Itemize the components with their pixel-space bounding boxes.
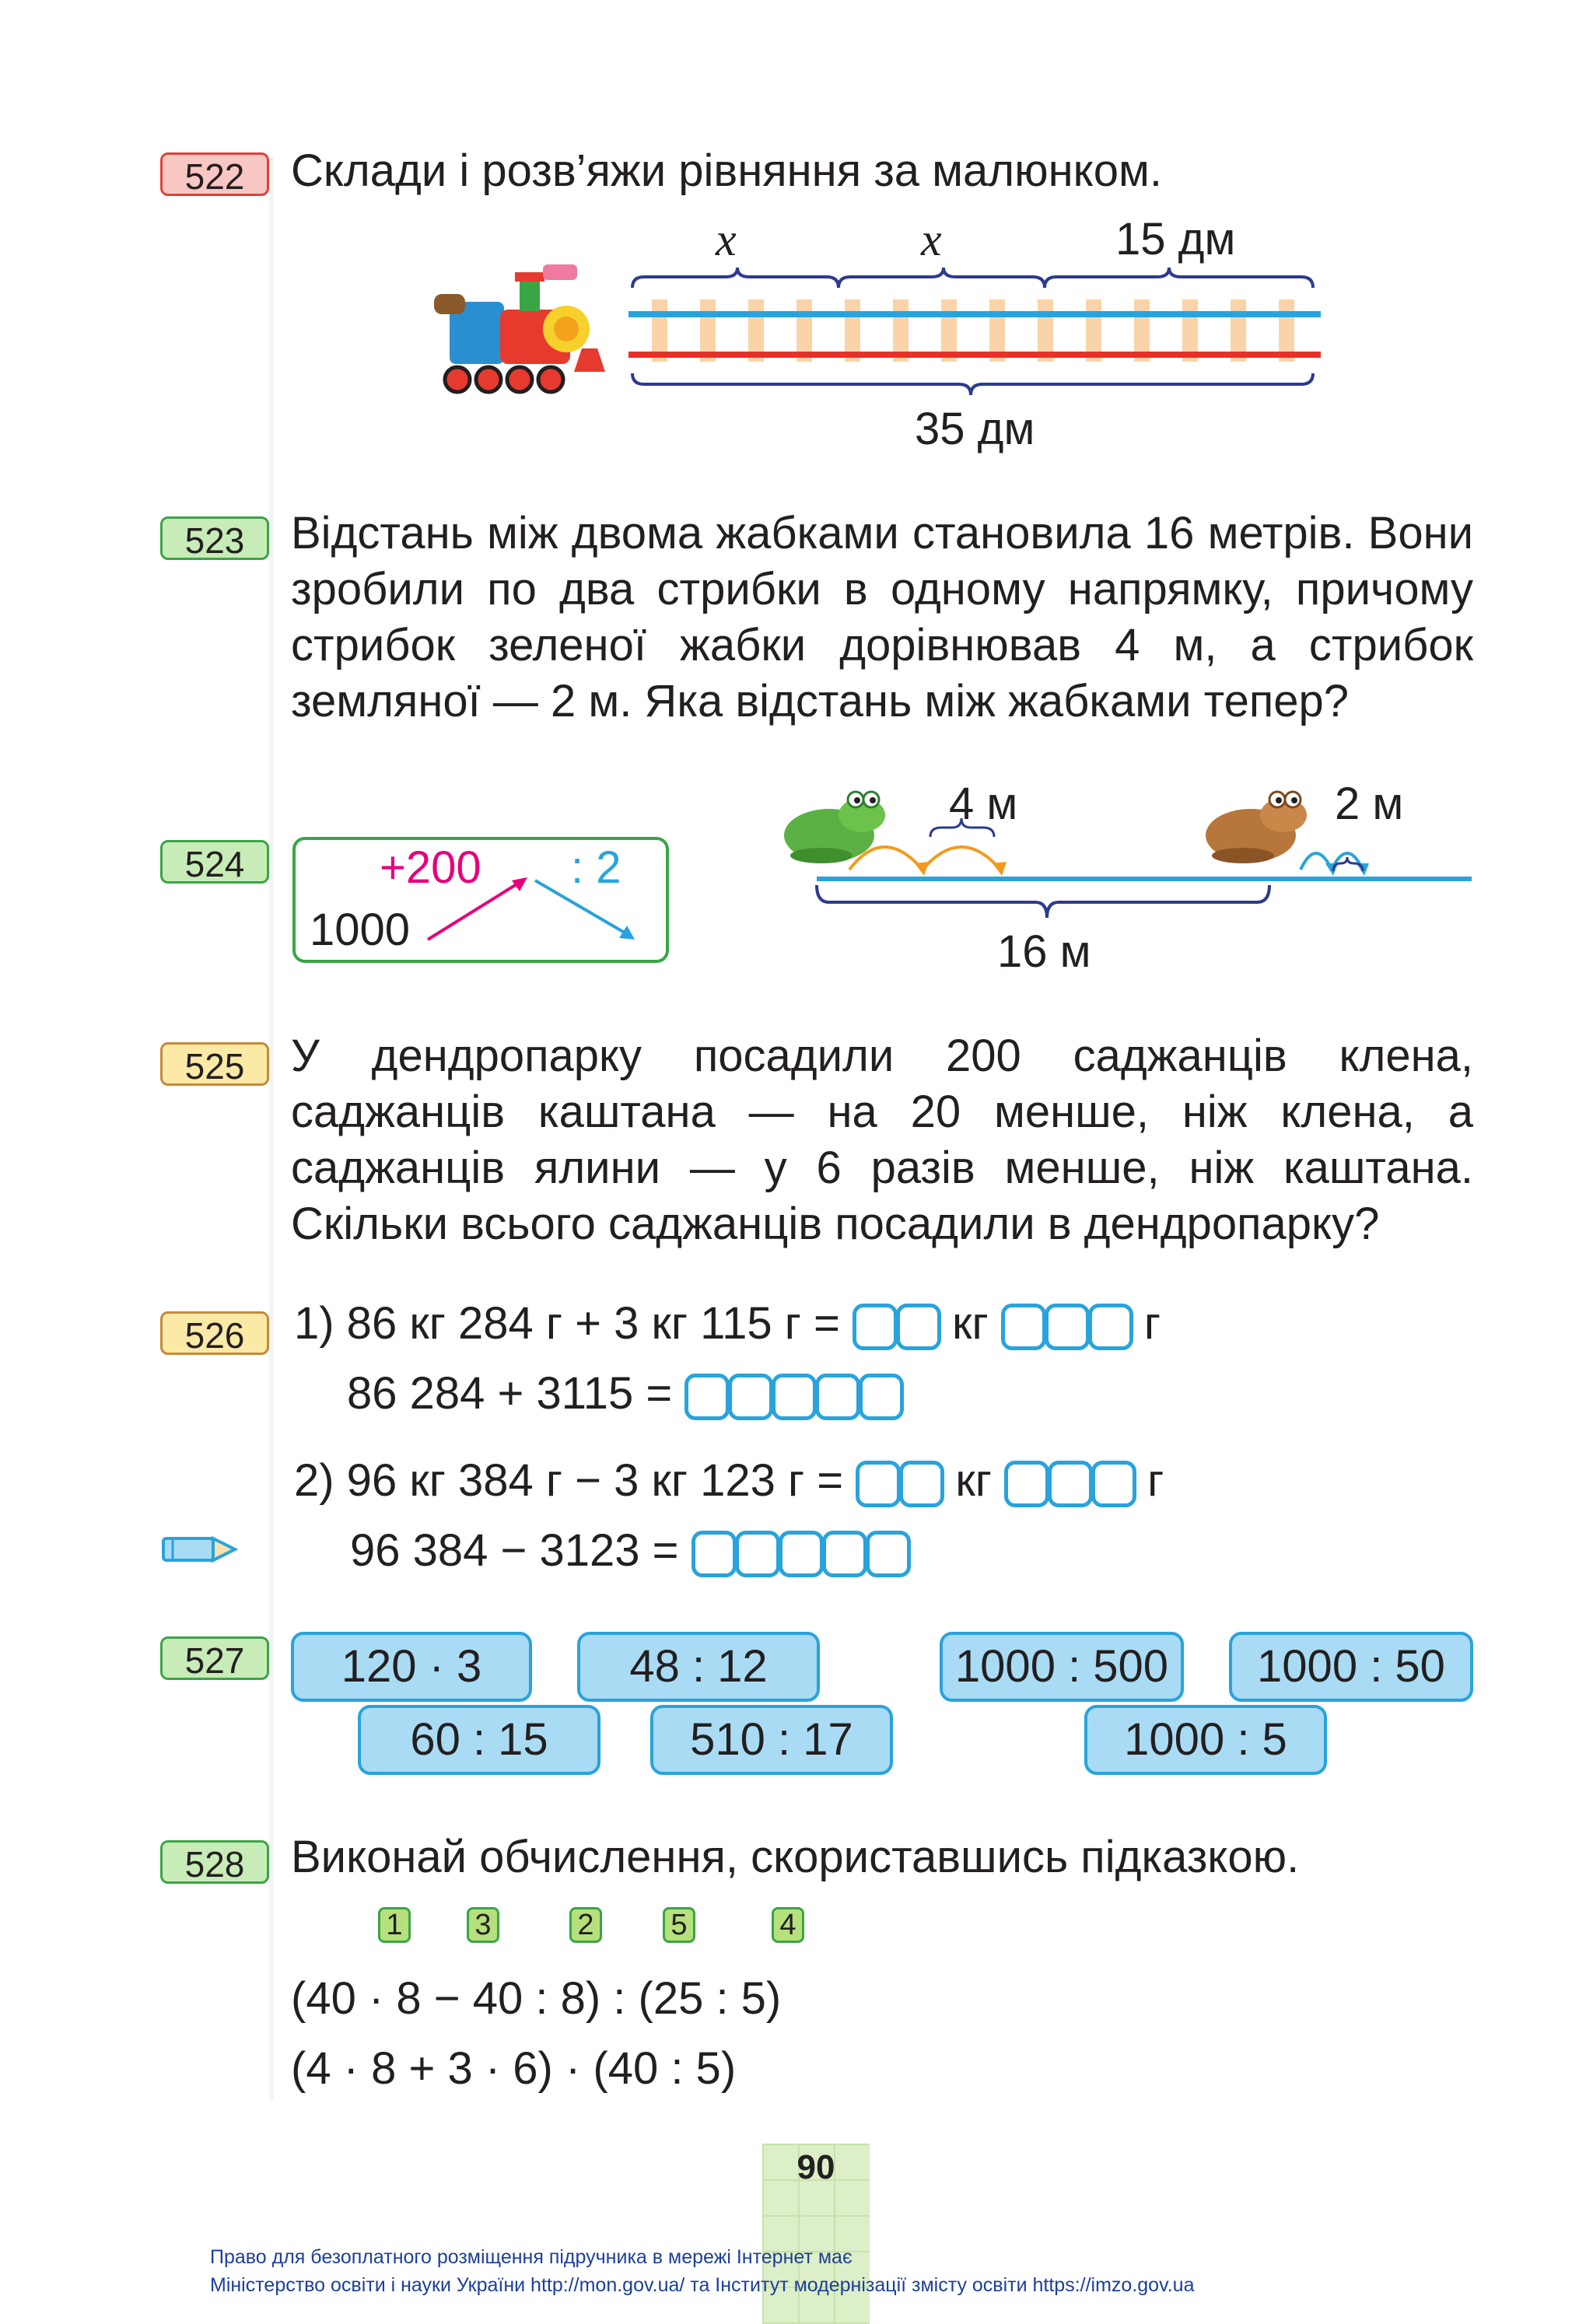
hint-order-badge: 3 bbox=[467, 1907, 499, 1943]
task-522-text: Склади і розв’яжи рівняння за малюнком. bbox=[291, 145, 1162, 196]
task-528-expression-1: (40 · 8 − 40 : 8) : (25 : 5) bbox=[291, 1973, 782, 2024]
chain-start: 1000 bbox=[310, 905, 411, 955]
answer-box[interactable] bbox=[822, 1531, 867, 1577]
task-528-expression-2: (4 · 8 + 3 · 6) · (40 : 5) bbox=[291, 2043, 737, 2094]
expression-card[interactable]: 120 · 3 bbox=[291, 1632, 532, 1702]
answer-box[interactable] bbox=[1091, 1461, 1136, 1507]
page-number: 90 bbox=[796, 2148, 835, 2186]
task-number-526: 526 bbox=[160, 1311, 269, 1355]
label-x-1: x bbox=[716, 214, 737, 265]
task-526-line2 bbox=[347, 1366, 902, 1422]
unit-g: г bbox=[1143, 1298, 1161, 1349]
pencil-icon bbox=[160, 1534, 238, 1565]
margin-strip bbox=[269, 156, 274, 2100]
answer-box[interactable] bbox=[728, 1374, 773, 1420]
chain-op-divide: : 2 bbox=[571, 842, 621, 893]
answer-box[interactable] bbox=[859, 1374, 904, 1420]
line3-expression: 2) 96 кг 384 г − 3 кг 123 г = bbox=[294, 1455, 844, 1506]
hint-order-badge: 1 bbox=[378, 1907, 411, 1943]
task-number-528: 528 bbox=[160, 1840, 269, 1884]
answer-box[interactable] bbox=[815, 1374, 860, 1420]
answer-box[interactable] bbox=[1048, 1461, 1093, 1507]
chain-op-plus: +200 bbox=[380, 842, 481, 893]
expression-card[interactable]: 1000 : 5 bbox=[1084, 1705, 1327, 1775]
answer-box[interactable] bbox=[856, 1461, 901, 1507]
answer-box[interactable] bbox=[779, 1531, 824, 1577]
task-526-line4 bbox=[350, 1523, 909, 1579]
label-2-m: 2 м bbox=[1335, 779, 1404, 829]
answer-box[interactable] bbox=[866, 1531, 911, 1577]
expression-card[interactable]: 60 : 15 bbox=[358, 1705, 600, 1775]
hint-order-badge: 4 bbox=[772, 1907, 804, 1943]
unit-kg: кг bbox=[952, 1298, 989, 1349]
train-icon bbox=[426, 255, 613, 399]
footer-line-1: Право для безоплатного розміщення підручника в мережі Інтернет має bbox=[210, 2246, 853, 2268]
unit-kg: кг bbox=[955, 1455, 992, 1506]
hint-order-badge: 2 bbox=[569, 1907, 602, 1943]
answer-box[interactable] bbox=[853, 1304, 898, 1350]
chain-arrows bbox=[420, 871, 646, 949]
task-525-text: У дендропарку посадили 200 саджанців клена, саджанців каштана — на 20 менше, ніж клена, а саджанців ялини — у 6 разів менше, ніж каштана. Скільки всього саджанців посадили в дендропарку? bbox=[291, 1031, 1473, 1249]
line4-expression: 96 384 − 3123 = bbox=[350, 1525, 679, 1576]
task-523-text: Відстань між двома жабками становила 16 метрів. Вони зробили по два стрибки в одному напрямку, причому стрибок зеленої жабки дорівнював 4 м, а стрибок земляної — 2 м. Яка відстань між жабками тепер? bbox=[291, 508, 1473, 726]
answer-box[interactable] bbox=[691, 1531, 737, 1577]
task-number-523: 523 bbox=[160, 516, 269, 560]
task-528-text: Виконай обчислення, скориставшись підказкою. bbox=[291, 1832, 1300, 1882]
expression-card[interactable]: 1000 : 500 bbox=[940, 1632, 1184, 1702]
label-15-dm: 15 дм bbox=[1115, 214, 1236, 264]
label-16-m: 16 м bbox=[997, 926, 1091, 977]
label-4-m: 4 м bbox=[949, 779, 1018, 829]
answer-box[interactable] bbox=[1088, 1304, 1133, 1350]
brown-frog-icon bbox=[1196, 781, 1313, 866]
line2-expression: 86 284 + 3115 = bbox=[347, 1368, 673, 1419]
task-526-line3 bbox=[294, 1453, 1164, 1509]
answer-box[interactable] bbox=[684, 1374, 730, 1420]
rail-track bbox=[628, 264, 1329, 404]
label-35-dm: 35 дм bbox=[915, 404, 1035, 454]
expression-card[interactable]: 48 : 12 bbox=[577, 1632, 820, 1702]
task-number-525: 525 bbox=[160, 1042, 269, 1086]
task-number-524: 524 bbox=[160, 840, 269, 884]
unit-g: г bbox=[1147, 1455, 1164, 1506]
line1-expression: 1) 86 кг 284 г + 3 кг 115 г = bbox=[294, 1298, 840, 1349]
answer-box[interactable] bbox=[1004, 1461, 1049, 1507]
task-number-527: 527 bbox=[160, 1636, 269, 1680]
expression-card[interactable]: 1000 : 50 bbox=[1229, 1632, 1473, 1702]
expression-card[interactable]: 510 : 17 bbox=[650, 1705, 893, 1775]
answer-box[interactable] bbox=[896, 1304, 941, 1350]
answer-box[interactable] bbox=[899, 1461, 944, 1507]
answer-box[interactable] bbox=[772, 1374, 817, 1420]
answer-box[interactable] bbox=[1001, 1304, 1046, 1350]
green-frog-icon bbox=[775, 781, 891, 866]
footer-line-2: Міністерство освіти і науки України http://mon.gov.ua/ та Інститут модернізації змісту освіти https://imzo.gov.ua bbox=[210, 2274, 1195, 2296]
task-526-line1 bbox=[294, 1296, 1161, 1352]
label-x-2: x bbox=[921, 214, 942, 265]
answer-box[interactable] bbox=[1045, 1304, 1090, 1350]
task-number-522: 522 bbox=[160, 152, 269, 196]
hint-order-badge: 5 bbox=[663, 1907, 695, 1943]
answer-box[interactable] bbox=[735, 1531, 780, 1577]
